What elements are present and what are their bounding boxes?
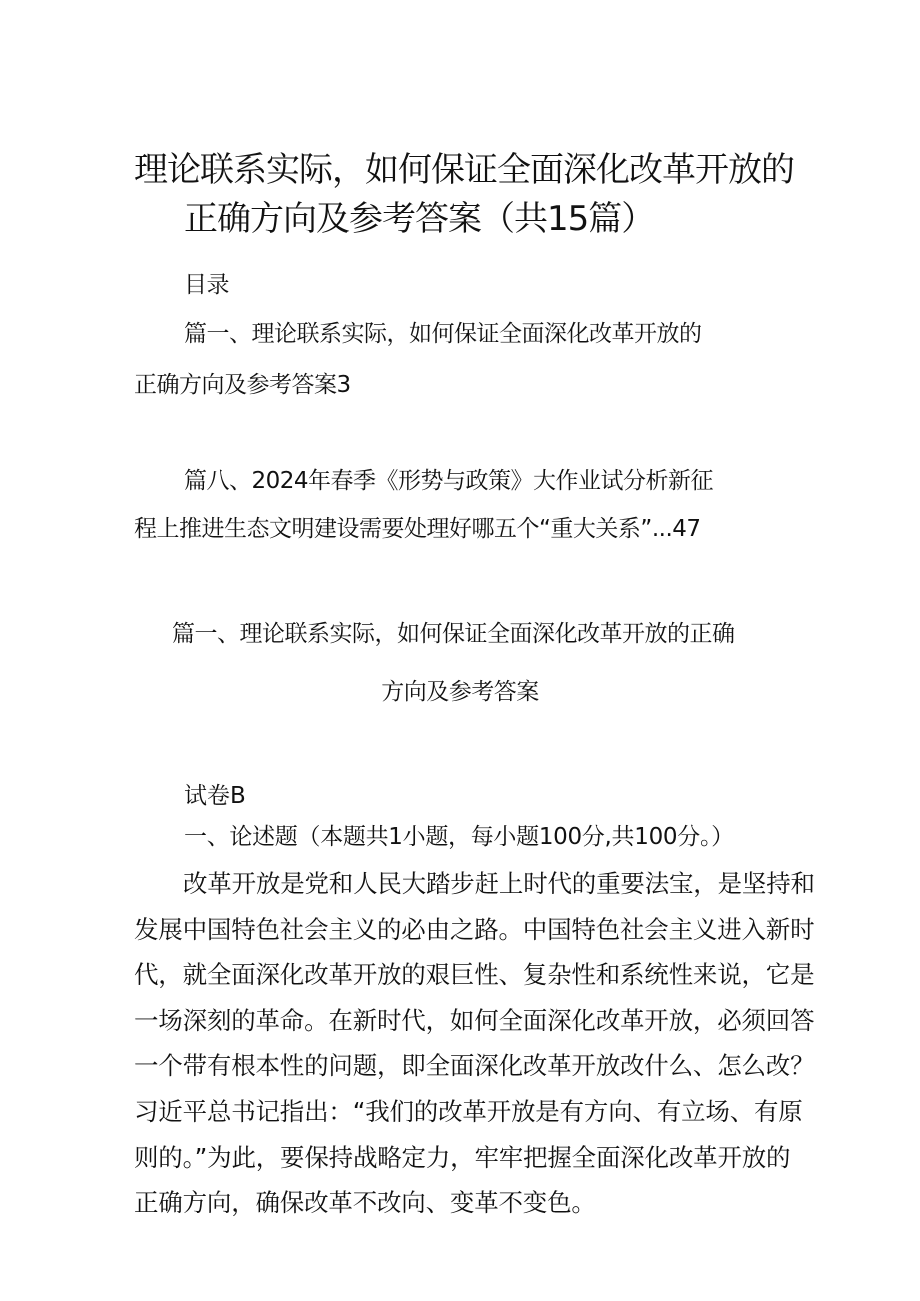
section-title-line-2: 方向及参考答案 [381, 679, 539, 705]
body-line: 习近平总书记指出：“我们的改革开放是有方向、有立场、有原 [134, 1096, 803, 1126]
question-header: 一、论述题（本题共1小题，每小题100分,共100分。） [184, 824, 734, 850]
toc-heading: 目录 [184, 272, 229, 298]
section-title-line-1: 篇一、理论联系实际，如何保证全面深化改革开放的正确 [172, 621, 735, 647]
body-line: 改革开放是党和人民大踏步赶上时代的重要法宝，是坚持和 [183, 869, 815, 898]
body-line: 则的。”为此，要保持战略定力，牢牢把握全面深化改革开放的 [134, 1142, 791, 1172]
body-line: 代，就全面深化改革开放的艰巨性、复杂性和系统性来说，它是 [134, 960, 815, 990]
document-title-line-1: 理论联系实际，如何保证全面深化改革开放的 [134, 150, 794, 190]
toc-entry-1-line-1[interactable]: 篇一、理论联系实际，如何保证全面深化改革开放的 [184, 321, 702, 347]
body-line: 一场深刻的革命。在新时代，如何全面深化改革开放，必须回答 [134, 1005, 815, 1035]
paper-label: 试卷B [184, 783, 246, 809]
toc-entry-8-line-2[interactable]: 程上推进生态文明建设需要处理好哪五个“重大关系”...47 [134, 516, 701, 542]
body-line: 正确方向，确保改革不改向、变革不变色。 [134, 1188, 596, 1218]
answer-body [134, 861, 815, 1226]
toc-entry-1-line-2[interactable]: 正确方向及参考答案3 [134, 372, 351, 398]
toc-entry-8-line-1[interactable]: 篇八、2024年春季《形势与政策》大作业试分析新征 [184, 468, 714, 494]
body-line: 发展中国特色社会主义的必由之路。中国特色社会主义进入新时 [134, 914, 815, 944]
document-title-line-2: 正确方向及参考答案（共15篇） [184, 199, 655, 239]
body-line: 一个带有根本性的问题，即全面深化改革开放改什么、怎么改？ [134, 1051, 815, 1081]
